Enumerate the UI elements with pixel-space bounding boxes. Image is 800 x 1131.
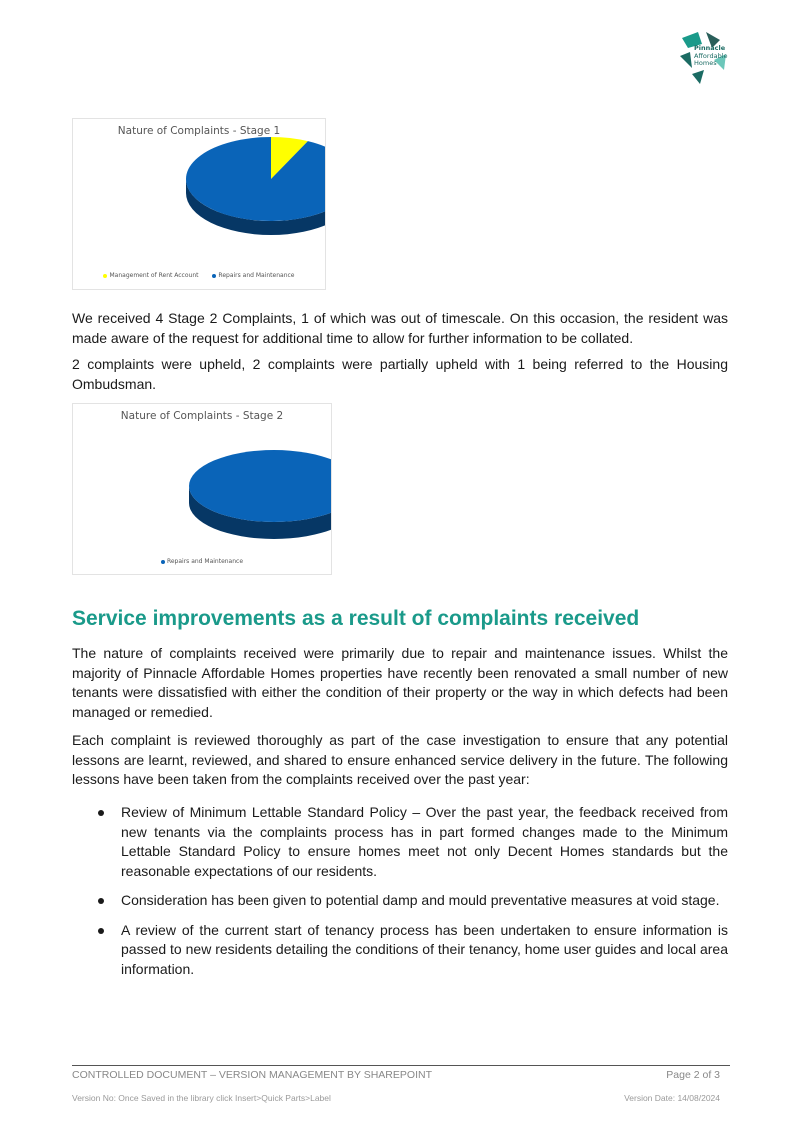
list-item-text: A review of the current start of tenancy process has been undertaken to ensure information is passed to new residents detailing the conditions of their tenancy, home user guides and local area information. — [121, 921, 728, 977]
legend-item — [212, 272, 294, 279]
logo-line: Pinnacle — [694, 44, 726, 52]
legend-swatch — [161, 560, 165, 564]
footer-page-number: Page 2 of 3 — [666, 1069, 720, 1081]
chart-title: Nature of Complaints - Stage 2 — [120, 410, 284, 422]
legend-swatch — [212, 274, 216, 278]
chart-legend — [73, 558, 331, 565]
paragraph-stage2-summary: We received 4 Stage 2 Complaints, 1 of which was out of timescale. On this occasion, the resident was made aware of the request for additional time to allow for further information to be collated. — [72, 310, 728, 346]
chart-legend — [73, 272, 325, 279]
pie-chart-stage-2 — [73, 404, 331, 574]
legend-label: Management of Rent Account — [109, 272, 199, 279]
footer-divider — [72, 1065, 730, 1066]
paragraph-review: Each complaint is reviewed thoroughly as part of the case investigation to ensure that any potential lessons are learnt, reviewed, and shared to ensure enhanced service delivery in the future. The following lessons have been taken from the complaints received over the past year: — [72, 732, 728, 787]
chart-stage-1 — [72, 118, 326, 290]
bullet-icon — [98, 898, 104, 904]
footer-version-date: Version Date: 14/08/2024 — [624, 1093, 720, 1103]
bullet-icon — [98, 928, 104, 934]
chart-title: Nature of Complaints - Stage 1 — [117, 125, 281, 137]
section-heading: Service improvements as a result of complaints received — [72, 607, 640, 630]
logo-text — [694, 45, 728, 68]
paragraph-nature: The nature of complaints received were primarily due to repair and maintenance issues. Whilst the majority of Pinnacle Affordable Homes properties have recently been renovated a small number of new tenants were dissatisfied with either the condition of their property or the way in which defects had been managed or remedied. — [72, 645, 728, 720]
list-item-text: Review of Minimum Lettable Standard Policy – Over the past year, the feedback received from new tenants via the complaints process has in part formed changes made to the Minimum Lettable Standard Policy to ensure homes meet not only Decent Homes standards but the reasonable expectations of our residents. — [121, 804, 728, 879]
pie-chart-stage-1 — [73, 119, 325, 289]
footer-controlled-text: CONTROLLED DOCUMENT – VERSION MANAGEMENT BY SHAREPOINT — [72, 1069, 432, 1081]
lessons-list — [72, 803, 728, 989]
legend-item — [161, 558, 243, 565]
logo-line: Homes — [694, 59, 717, 67]
legend-swatch — [103, 274, 107, 278]
chart-stage-2 — [72, 403, 332, 575]
legend-label: Repairs and Maintenance — [218, 272, 295, 279]
legend-item — [103, 272, 198, 279]
list-item — [72, 921, 728, 980]
list-item-text: Consideration has been given to potential damp and mould preventative measures at void stage. — [121, 892, 720, 908]
paragraph-upheld: 2 complaints were upheld, 2 complaints were partially upheld with 1 being referred to the Housing Ombudsman. — [72, 356, 728, 392]
bullet-icon — [98, 810, 104, 816]
list-item — [72, 891, 728, 911]
list-item — [72, 803, 728, 881]
legend-label: Repairs and Maintenance — [166, 558, 244, 565]
logo-line: Affordable — [694, 51, 728, 60]
footer-version-no: Version No: Once Saved in the library click Insert>Quick Parts>Label — [72, 1093, 331, 1103]
